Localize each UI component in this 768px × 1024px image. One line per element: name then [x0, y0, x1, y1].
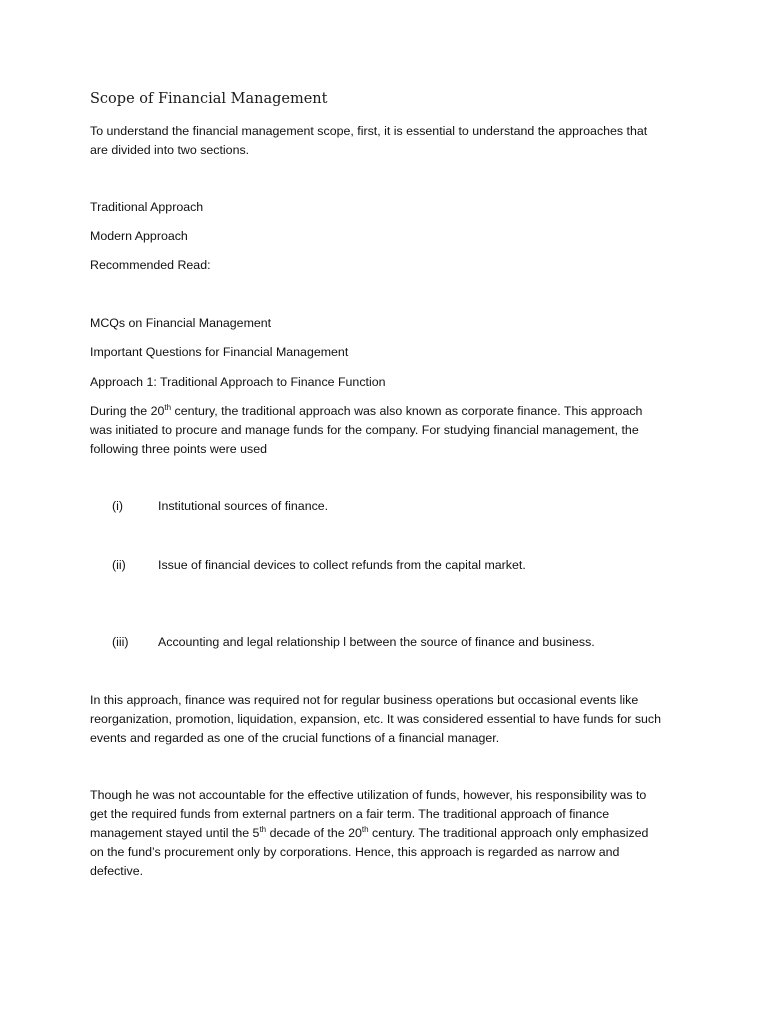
occasional-events-paragraph	[90, 691, 690, 748]
approach-1-heading: Approach 1: Traditional Approach to Finance Function	[90, 375, 386, 389]
list-item-number: (iii)	[112, 635, 129, 649]
intro-line-1: To understand the financial management scope, first, it is essential to understand the approaches that	[90, 124, 648, 138]
traditional-approach-paragraph	[90, 402, 690, 459]
para3-line-5: defective.	[90, 864, 144, 878]
intro-line-2: are divided into two sections.	[90, 143, 250, 157]
list-item-text: Issue of financial devices to collect refunds from the capital market.	[158, 558, 526, 572]
para3-line-4: on the fund’s procurement only by corporations. Hence, this approach is regarded as narrow and	[90, 845, 620, 859]
para3-line-2: get the required funds from external partners on a fair term. The traditional approach of finance	[90, 807, 610, 821]
list-item	[112, 633, 595, 652]
list-item	[112, 556, 526, 575]
modern-approach-text: Modern Approach	[90, 229, 188, 243]
responsibility-paragraph	[90, 786, 690, 881]
traditional-approach-text: Traditional Approach	[90, 200, 204, 214]
para2-line-1: In this approach, finance was required not for regular business operations but occasional events like	[90, 693, 639, 707]
recommended-read-text: Recommended Read:	[90, 258, 211, 272]
intro-paragraph	[90, 122, 690, 160]
important-questions-text: Important Questions for Financial Management	[90, 345, 349, 359]
list-item-text: Accounting and legal relationship l between the source of finance and business.	[158, 635, 595, 649]
list-item-text: Institutional sources of finance.	[158, 499, 329, 513]
para3-line-1: Though he was not accountable for the effective utilization of funds, however, his responsibility was to	[90, 788, 647, 802]
para2-line-2: reorganization, promotion, liquidation, expansion, etc. It was considered essential to have funds for such	[90, 712, 661, 726]
list-item	[112, 497, 328, 516]
list-item-number: (i)	[112, 499, 124, 513]
list-item-number: (ii)	[112, 558, 126, 572]
para1-line-2: was initiated to procure and manage funds for the company. For studying financial management, the	[90, 423, 639, 437]
document-title: Scope of Financial Management	[90, 91, 328, 107]
para2-line-3: events and regarded as one of the crucial functions of a financial manager.	[90, 731, 500, 745]
mcqs-text: MCQs on Financial Management	[90, 316, 272, 330]
para1-line-3: following three points were used	[90, 442, 268, 456]
para3-line-3: management stayed until the 5th decade of the 20th century. The traditional approach only emphasized	[90, 824, 649, 840]
para1-line-1: During the 20th century, the traditional approach was also known as corporate finance. This approach	[90, 402, 643, 418]
